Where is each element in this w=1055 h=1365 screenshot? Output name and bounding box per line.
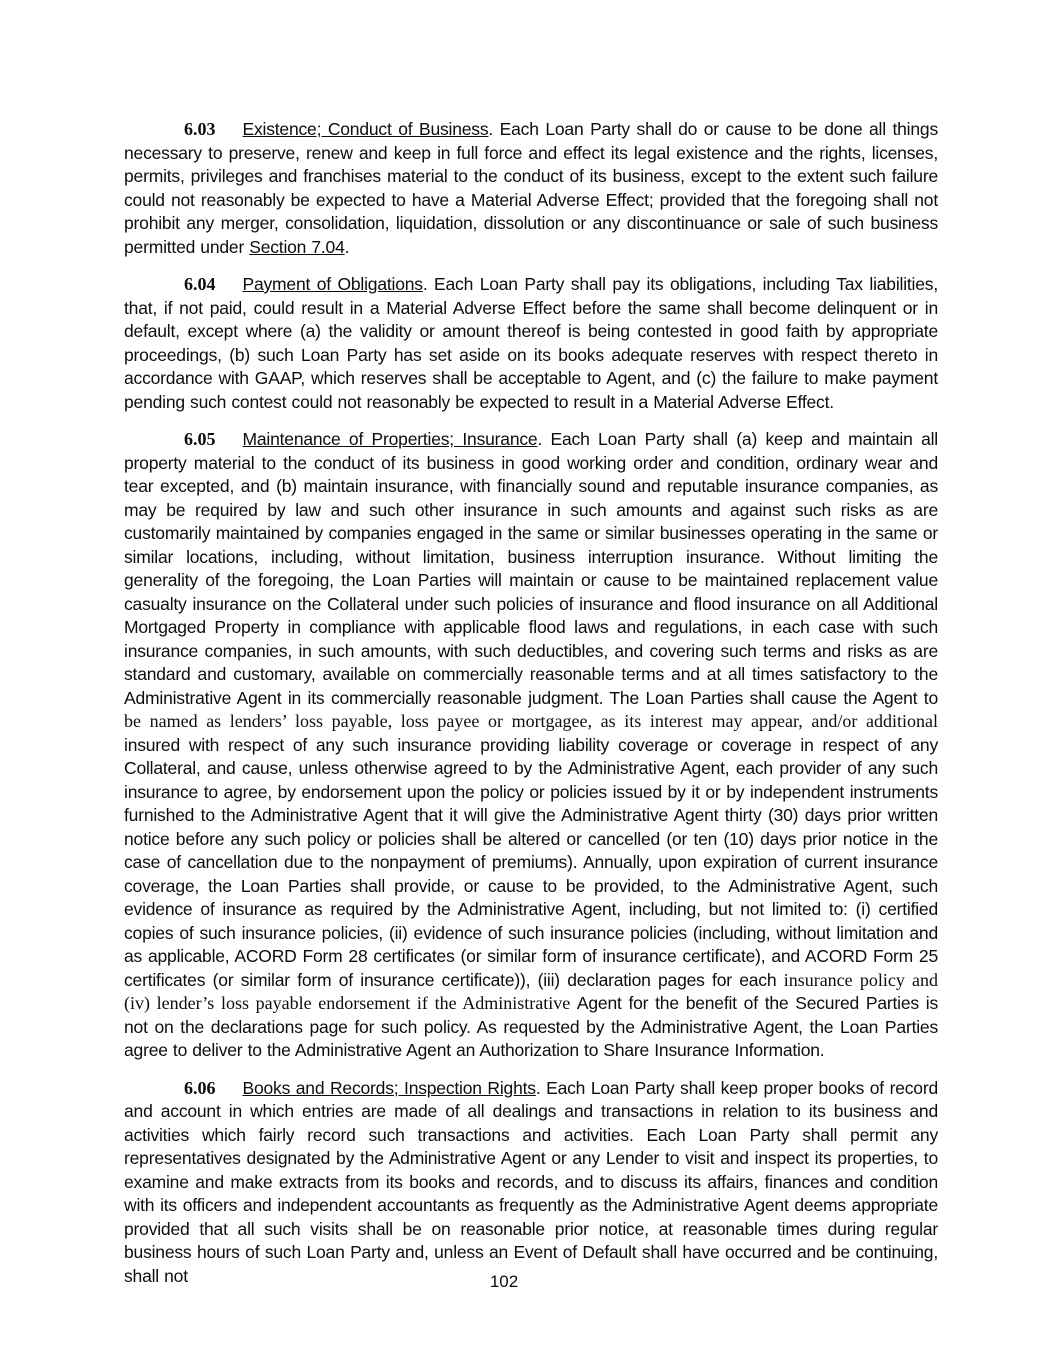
document-body [124, 118, 938, 1302]
page-number: 102 [489, 1272, 519, 1291]
section-text-run: . Each Loan Party shall pay its obligations, including Tax liabilities, that, if not paid, could result in a Material Adverse Effect before the same shall become delinquent or in default, except where (a) the validity or amount thereof is being contested in good faith by appropriate proceedings, (b) such Loan Party has set aside on its books adequate reserves with respect thereto in accordance with GAAP, which reserves shall be acceptable to Agent, and (c) the failure to make payment pending such contest could not reasonably be expected to result in a Material Adverse Effect. [124, 274, 938, 412]
section-number: 6.03 [184, 119, 216, 139]
section-paragraph-6-04 [124, 273, 938, 414]
tab-space [216, 428, 243, 452]
section-text-run: . [344, 236, 350, 257]
section-heading: Maintenance of Properties; Insurance [242, 429, 538, 449]
section-paragraph-6-06 [124, 1077, 938, 1289]
section-text-run: Section 7.04 [249, 236, 345, 257]
section-text-run: . Each Loan Party shall keep proper books of record and account in which entries are made of all dealings and transactions in relation to its business and activities which fairly record such transactions and activities. Each Loan Party shall permit any representatives designated by the Administrative Agent or any Lender to visit and inspect its properties, to examine and make extracts from its books and records, and to discuss its affairs, finances and condition with its officers and independent accountants as frequently as the Administrative Agent deems appropriate provided that all such visits shall be on reasonable prior notice, at reasonable times during regular business hours of such Loan Party and, unless an Event of Default shall have occurred and be continuing, shall not [124, 1077, 938, 1286]
section-text-run: . Each Loan Party shall do or cause to be done all things necessary to preserve, renew and keep in full force and effect its legal existence and the rights, licenses, permits, privileges and franchises material to the conduct of its business, except to the extent such failure could not reasonably be expected to have a Material Adverse Effect; provided that the foregoing shall not prohibit any merger, consolidation, liquidation, dissolution or any discontinuance or sale of such business permitted under [124, 119, 938, 257]
section-paragraph-6-05 [124, 428, 938, 1063]
section-text-run: insured with respect of any such insurance providing liability coverage or coverage in respect of any Collateral, and cause, unless otherwise agreed to by the Administrative Agent, each provider of any such insurance to agree, by endorsement upon the policy or policies issued by it or by independent instruments furnished to the Administrative Agent that it will give the Administrative Agent thirty (30) days prior written notice before any such policy or policies shall be altered or cancelled (or ten (10) days prior notice in the case of cancellation due to the nonpayment of premiums). Annually, upon expiration of current insurance coverage, the Loan Parties shall provide, or cause to be provided, to the Administrative Agent, such evidence of insurance as required by the Administrative Agent, including, but not limited to: (i) certified copies of such insurance policies, (ii) evidence of such insurance policies (including, without limitation and as applicable, ACORD Form 28 certificates (or similar form of insurance certificate), and ACORD Form 25 certificates (or similar form of insurance certificate)), (iii) declaration pages for each [124, 734, 938, 990]
section-heading: Books and Records; Inspection Rights [242, 1077, 536, 1098]
section-heading: Payment of Obligations [242, 274, 423, 294]
tab-space [216, 118, 243, 142]
section-text-run: insurance policy and (iv) lender’s loss payable endorsement if the Administrative [124, 969, 938, 1013]
section-text-run: be named as lenders’ loss payable, loss payee or mortgagee, as its interest may appear, and/or additional [124, 711, 938, 731]
tab-space [216, 273, 243, 297]
tab-space [216, 1077, 243, 1101]
section-paragraph-6-03 [124, 118, 938, 259]
section-number: 6.06 [184, 1077, 216, 1098]
section-number: 6.05 [184, 429, 216, 449]
section-number: 6.04 [184, 274, 216, 294]
section-text-run: . Each Loan Party shall (a) keep and maintain all property material to the conduct of its business in good working order and condition, ordinary wear and tear excepted, and (b) maintain insurance, with financially sound and reputable insurance companies, as may be required by law and such other insurance in such amounts and against such risks as are customarily maintained by companies engaged in the same or similar businesses operating in the same or similar locations, including, without limitation, business interruption insurance. Without limiting the generality of the foregoing, the Loan Parties will maintain or cause to be maintained replacement value casualty insurance on the Collateral under such policies of insurance and flood insurance on all Additional Mortgaged Property in compliance with applicable flood laws and regulations, in each case with such insurance companies, in such amounts, with such deductibles, and covering such terms and risks as are standard and customary, available on commercially reasonable terms and at all times satisfactory to the Administrative Agent in its commercially reasonable judgment. The Loan Parties shall cause the Agent to [124, 429, 938, 708]
section-heading: Existence; Conduct of Business [242, 119, 489, 139]
section-text-run: Agent for the benefit of the Secured Parties is not on the declarations page for such policy. As requested by the Administrative Agent, the Loan Parties agree to deliver to the Administrative Agent an Authorization to Share Insurance Information. [124, 993, 939, 1060]
